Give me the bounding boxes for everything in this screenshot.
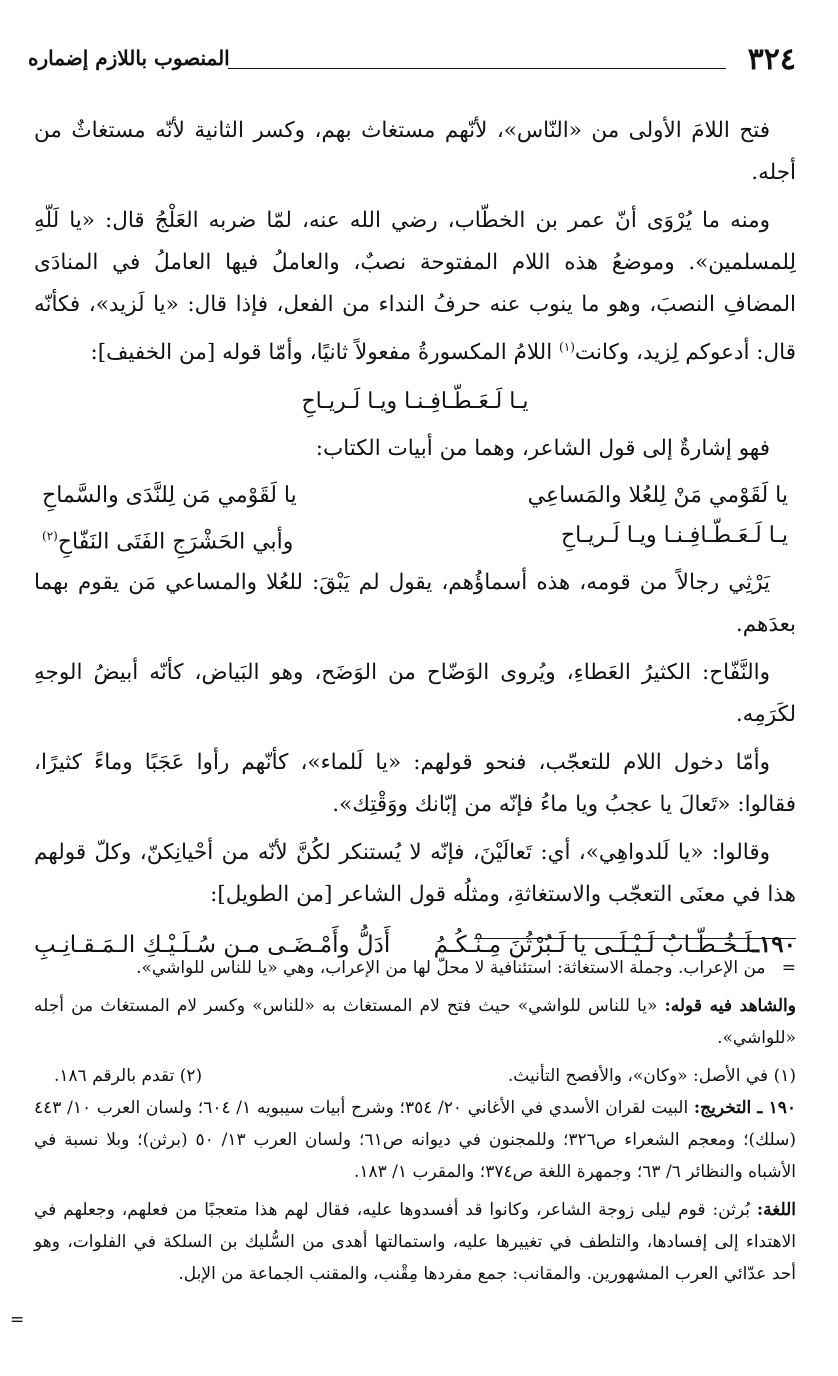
verse-second-hemistich: يا لَقَوْمي مَن لِلنَّدَى والسَّماحِ (42, 483, 297, 509)
paragraph: وقالوا: «يا لَلدواهِي»، أي: تَعالَيْنَ، فإنّه لا يُستنكر لكُنَّ لأنّه من أحْيانِكنّ، وكلّ قولهم هذا في معنَى التعجّب والاستغاثةِ، ومثلُه قول الشاعر [من الطويل]: (34, 840, 796, 908)
footnote-text: من الإعراب. وجملة الاستغاثة: استئنافية لا محلّ لها من الإعراب، وهي «يا للناس للواشي». (136, 958, 766, 978)
paragraph: فهو إشارةٌ إلى قول الشاعر، وهما من أبيات الكتاب: (315, 436, 770, 462)
verse-hemistich: يـا لَـعَـطّـافِـنـا ويـا لَـريـاحِ (301, 389, 529, 415)
main-text (34, 110, 796, 968)
running-header (28, 42, 796, 82)
footnote-2: (٢) تقدم بالرقم ١٨٦. (54, 1066, 203, 1086)
paragraph-text: اللامُ المكسورةُ مفعولاً ثانيًا، وأمّا قوله [من الخفيف]: (90, 340, 553, 366)
verse-line (34, 516, 796, 562)
footnote-ref[interactable]: (١) (559, 340, 575, 354)
footnote-ref[interactable]: (٢) (42, 529, 58, 544)
footnote-shahid (34, 990, 796, 1054)
verse-second-hemistich (42, 516, 293, 562)
continuation-mark: = (781, 958, 796, 978)
paragraph: يَرْثِي رجالاً من قومه، هذه أسماؤُهم، يقول لم يَبْقَ: للعُلا والمساعي مَن يقوم بهما بعدَهم. (34, 570, 796, 638)
footnote-takhrij (34, 1092, 796, 1188)
paragraph-text: ومنه ما يُرْوَى أنّ عمر بن الخطّاب، رضي الله عنه، لمّا ضربه العَلْجُ قال: «يا لَلّهِ لِلمسلمين». وموضعُ هذه اللام المفتوحة نصبٌ، والعاملُ فيها العاملُ في المنادَى المضافِ النصبَ، وهو ما ينوب عنه حرفُ النداء من الفعل، فإذا قال: «يا لَزيد»، فكأنّه قال: أدعوكم لِزيد، وكانت (34, 208, 796, 366)
footnote-label: والشاهد فيه قوله: (664, 996, 796, 1016)
verse-text: لَـخُـطّـابُ لَـيْـلَـى يا لَـبُرْثُنَ مِـنْـكُـمُ (433, 932, 753, 959)
footnote-text: البيت لقران الأسدي في الأغاني ٢٠/ ٣٥٤؛ وشرح أبيات سيبويه ١/ ٦٠٤؛ ولسان العرب ١٠/ ٤٤٣ (سلك)؛ ومعجم الشعراء ص٣٢٦؛ وللمجنون في ديوانه ص٦١؛ ولسان العرب ١٣/ ٥٠ (برثن)؛ وبلا نسبة في الأشباه والنظائر ٦/ ٦٣؛ وجمهرة اللغة ص٣٧٤؛ والمقرب ١/ ١٨٣. (34, 1098, 797, 1182)
running-title: المنصوب باللازم إضماره (28, 46, 230, 70)
footnotes (34, 952, 796, 1296)
verse-line (34, 476, 796, 516)
verse-first-hemistich: يا لَقَوْمي مَنْ لِلعُلا والمَساعِي (527, 483, 788, 509)
footnote-separator (474, 938, 796, 939)
verse-number: ١٩٠ـ (752, 931, 796, 959)
footnote-lugha (34, 1194, 796, 1290)
page-number: ٣٢٤ (747, 42, 796, 77)
paragraph (34, 200, 796, 374)
verse-second-hemistich: أَدَلُّ وأَمْـضَـى مـن سُـلَـيْـكِ الـمَـقـانِـبِ (34, 932, 391, 959)
footnote-text: بُرثن: قوم ليلى زوجة الشاعر، وكانوا قد أفسدوها عليه، فقال لهم هذا متعجبًا من فعلهم، وجعلهم في الاهتداء إلى إفسادها، والتلطف في تغييرها عليه، واستمالتها أهدى من السُّليك بن السلكة في الفلوات، وهو أحد عدّائي العرب المشهورين. والمقانب: جمع مفردها مِقْنب، والمقنب الجماعة من الإبل. (34, 1200, 796, 1284)
paragraph: وأمّا دخول اللام للتعجّب، فنحو قولهم: «يا لَلماء»، كأنّهم رأوا عَجَبًا وماءً كثيرًا، فقالوا: «تَعالَ يا عجبُ ويا ماءُ فإنّه من إبّانك ووَقْتِك». (34, 750, 796, 818)
footnote-1: (١) في الأصل: «وكان»، والأفصح التأنيث. (507, 1066, 796, 1086)
footnote-label: ١٩٠ ـ التخريج: (693, 1098, 796, 1118)
verse-first-hemistich: يـا لَـعَـطّـافِـنـا ويـا لَـريـاحِ (560, 523, 788, 549)
paragraph: فتح اللامَ الأولى من «النّاس»، لأنّهم مستغاث بهم، وكسر الثانية لأنّه مستغاثٌ من أجله. (34, 118, 796, 185)
footnote-text: «يا للناس للواشي» حيث فتح لام المستغاث به «للناس» وكسر لام المستغاث من أجله «للواشي». (34, 996, 796, 1048)
footnote-continuation (34, 952, 796, 984)
verse-text: وأبي الحَشْرَجِ الفَتَى النَفّاحِ (57, 529, 294, 555)
continuation-mark: = (10, 1310, 25, 1330)
footnote-row (34, 1060, 796, 1092)
header-rule (228, 68, 726, 69)
footnote-label: اللغة: (756, 1200, 796, 1220)
paragraph: والنَّفّاح: الكثيرُ العَطاءِ، ويُروى الوَضّاح من الوَضَح، وهو البَياض، كأنّه أبيضُ الوجهِ لكَرَمِه. (34, 660, 796, 728)
